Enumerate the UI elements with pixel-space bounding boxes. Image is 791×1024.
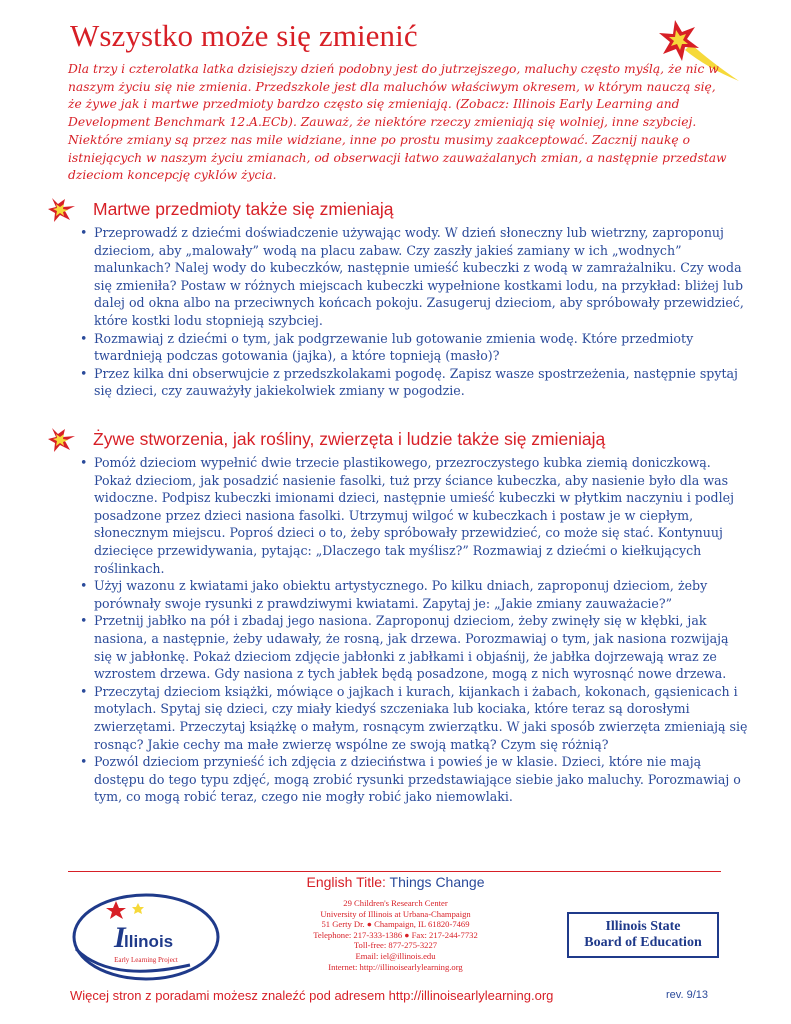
list-item: • Przeprowadź z dziećmi doświadczenie używając wody. W dzień słoneczny lub wietrzny, zaproponuj dzieciom, aby „malowały” wodą na placu zabaw. Czy zaszły jakieś zamiany w ich „wodnych” malunkach? Nalej wody do kubeczków, następnie umieść kubeczki z wodą w zamrażalniku. Czy woda się zmieniła? Postaw w różnych miejscach kubeczki wypełnione kostkami lodu, na przykład: bliżej lub dalej od okna albo na przeciwnych końcach pokoju. Zasugeruj dzieciom, aby spróbowały przewidzieć, które kostki lodu stopnieją szybciej. [60,224,750,330]
contact-line: University of Illinois at Urbana-Champaign [320,908,471,919]
list-item: • Pomóż dzieciom wypełnić dwie trzecie plastikowego, przezroczystego kubka ziemią doniczkową. Pokaż dzieciom, jak posadzić nasienie fasolki, tuż przy ściance kubeczka, aby nasienie było dla was widoczne. Podpisz kubeczki imionami dzieci, następnie umieść kubeczki w płytkim naczyniu i podlej posadzone przez dzieci nasiona fasolki. Utrzymuj wilgoć w kubeczkach i postaw je w ciepłym, słonecznym miejscu. Poproś dzieci o to, żeby spróbowały przewidzieć, co może się stać. Kontynuuj dziecięce przewidywania, pytając: „Dlaczego tak myślisz?” Rozmawiaj z dziećmi o kiełkujących roślinkach. [60,454,750,577]
footer-divider [68,871,721,872]
logo-subtitle: Early Learning Project [114,956,178,964]
page-title: Wszystko może się zmienić [70,18,418,53]
bullet-list [60,454,750,806]
section-title: Żywe stworzenia, jak rośliny, zwierzęta i ludzie także się zmieniają [93,429,606,449]
list-item: • Pozwól dzieciom przynieść ich zdjęcia z dzieciństwa i powieś je w klasie. Dzieci, które nie mają dostępu do tego typu zdjęć, mogą zrobić rysunki przedstawiające siebie jako maluchy. Porozmawiaj o tym, co mogą robić teraz, czego nie mogły robić jako niemowlaki. [60,753,750,806]
intro-paragraph: Dla trzy i czterolatka latka dzisiejszy dzień podobny jest do jutrzejszego, maluchy często myślą, że nic w naszym życiu się nie zmienia. Przedszkole jest dla maluchów właściwym okresem, w którym nauczą się, że żywe jak i martwe przedmioty bardzo często się zmieniają. (Zobacz: Illinois Early Learning and Development Benchmark 12.A.ECb). Zauważ, że niektóre rzeczy zmieniają się wolniej, inne szybciej. Niektóre zmiany są przez nas mile widziane, inne po prostu musimy zaakceptować. Zacznij naukę o istniejących w naszym życiu zmianach, od obserwacji łatwo zauważalanych zmian, a następnie przedstaw dzieciom koncepcję cyklów życia. [68,62,727,183]
list-item: • Przez kilka dni obserwujcie z przedszkolakami pogodę. Zapisz wasze spostrzeżenia, następnie spytaj się dzieci, czy zauważyły jakiekolwiek zmiany w pogodzie. [60,365,750,400]
list-item: • Przeczytaj dzieciom książki, mówiące o jajkach i kurach, kijankach i żabach, kokonach, gąsienicach i motylach. Spytaj się dzieci, czy miały kiedyś szczeniaka lub kociaka, które teraz są dorosłymi zwierzętami. Przeczytaj książkę o małym, rosnącym zwierzątku. W jaki sposób zwierzęta zmieniają się rosnąc? Jakie cechy ma małe zwierzę wspólne ze swoją matką? Czym się różnią? [60,683,750,753]
english-title [0,874,791,890]
star-bullet-icon [48,197,80,223]
contact-line: 51 Gerty Dr. ● Champaign, IL 61820-7469 [321,919,470,930]
list-item: • Użyj wazonu z kwiatami jako obiektu artystycznego. Po kilku dniach, zaproponuj dzieciom, żeby porównały swoje rysunki z prawdziwymi kwiatami. Zapytaj je: „Jakie zmiany zauważacie?” [60,577,750,612]
revision-label: rev. 9/13 [666,989,708,1001]
contact-line: Toll-free: 877-275-3227 [353,940,438,951]
star-bullet-icon [48,427,80,453]
english-title-label: English Title: [306,874,386,890]
contact-line: Telephone: 217-333-1386 ● Fax: 217-244-7732 [313,929,478,940]
list-item: • Rozmawiaj z dziećmi o tym, jak podgrzewanie lub gotowanie zmienia wodę. Które przedmioty twardnieją podczas gotowania (jajka), a które topnieją (masło)? [60,330,750,365]
contact-email[interactable]: Email: iel@illinois.edu [355,950,436,961]
svg-text:I: I [114,921,126,954]
english-title-value: Things Change [389,874,485,890]
logo-wordmark: llinois [124,932,174,951]
isbe-line: Illinois State [605,919,681,934]
section-inanimate [60,200,750,400]
section-title: Martwe przedmioty także się zmieniają [93,199,394,219]
list-item: • Przetnij jabłko na pół i zbadaj jego nasiona. Zaproponuj dzieciom, żeby zwinęły się w kłębki, jak nasiona, a następnie, żeby udawały, że rosną, jak drzewa. Porozmawiaj o tym, jak nasiona rozwijają się w jabłonkę. Pokaż dzieciom zdjęcie jabłonki z jabłkami i objaśnij, że jabłka dojrzewają wraz ze wzrostem drzewa. Gdy nasiona z tych jabłek będą posadzone, mogą z nich wyrosnąć nowe drzewa. [60,612,750,682]
bullet-list [60,224,750,400]
isbe-line: Board of Education [584,935,702,950]
contact-website[interactable]: Internet: http://illinoisearlylearning.org [328,961,463,972]
isbe-logo [567,912,719,958]
more-resources-link[interactable]: Więcej stron z poradami możesz znaleźć pod adresem http://illinoisearlylearning.org [70,988,554,1003]
contact-line: 29 Children's Research Center [343,898,448,908]
section-living [60,430,750,806]
